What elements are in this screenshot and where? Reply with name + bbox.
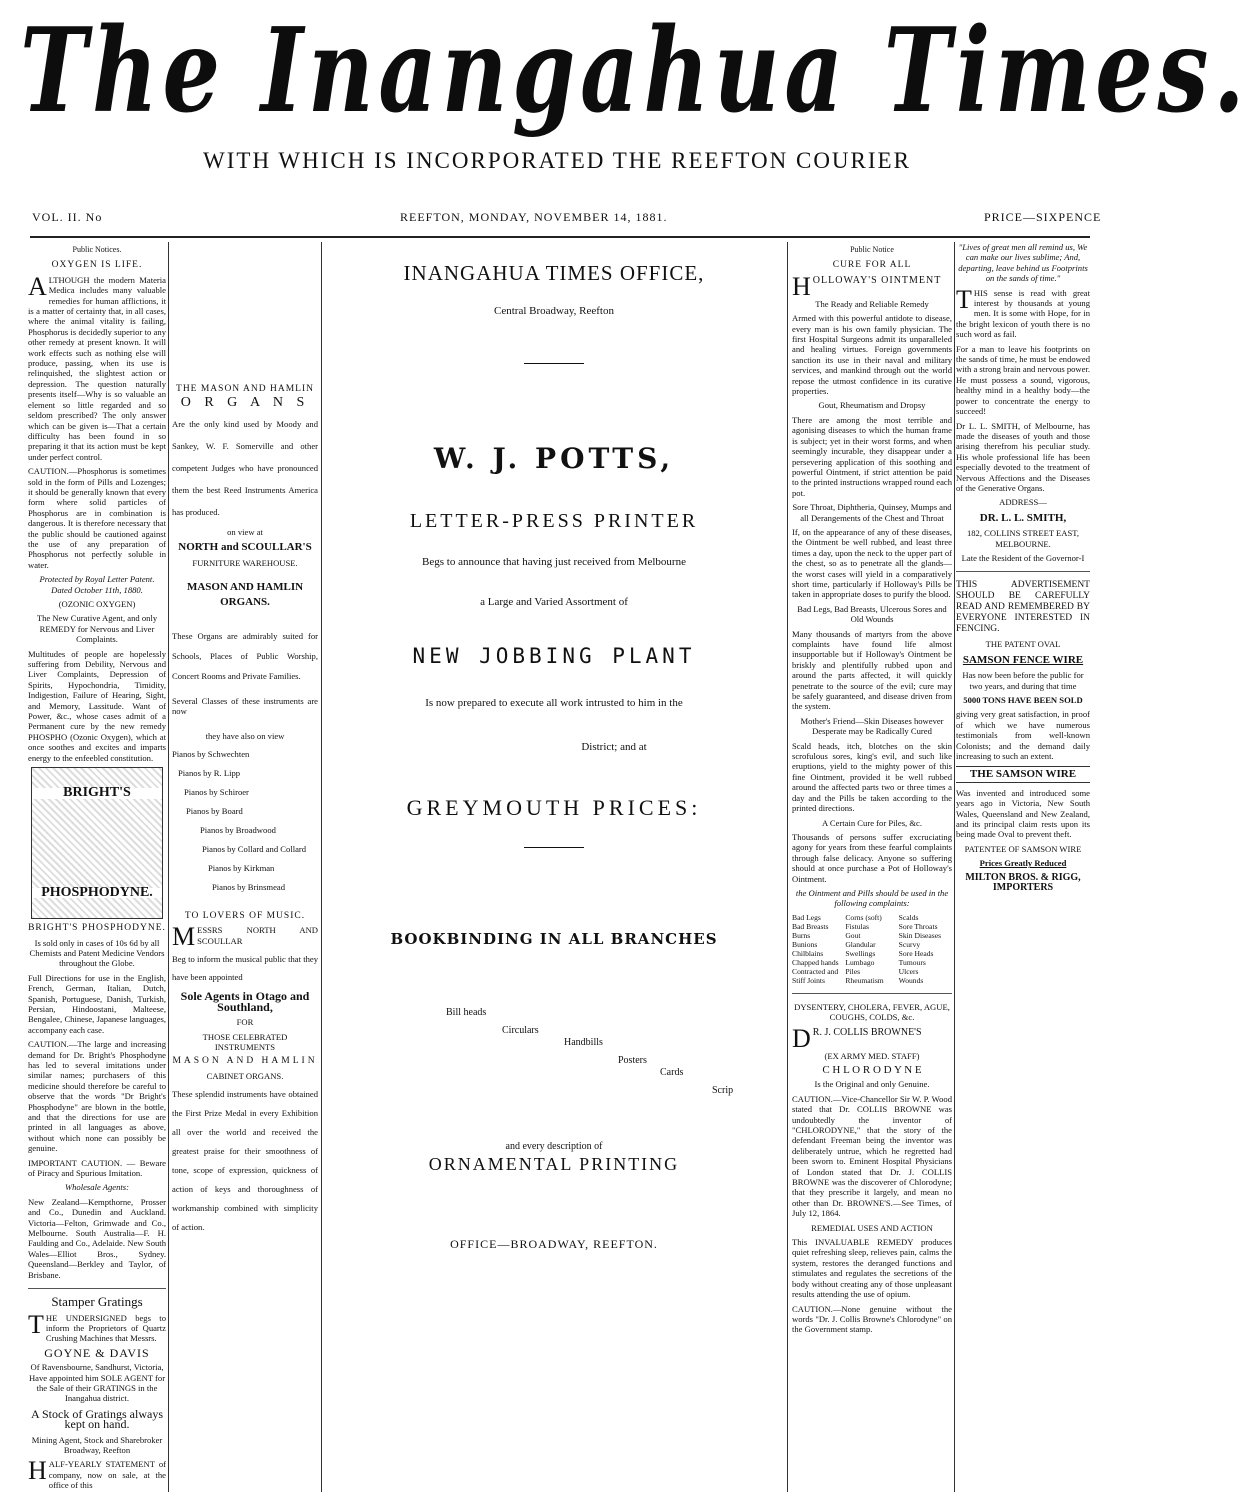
ornamental-printing: ORNAMENTAL PRINTING [428, 1153, 680, 1174]
complaints-grid [792, 913, 952, 985]
place-date: REEFTON, MONDAY, NOVEMBER 14, 1881. [400, 210, 668, 224]
cure-heading: CURE FOR ALL [832, 260, 912, 271]
scald-text: Scald heads, itch, blotches on the skin scrofulous sores, king's evil, and such like eruptions, yield to the mighty power of this fine Ointment, provided it be well rubbed around the affected parts two or three times a day and the Pills be taken according to the printed directions. [792, 740, 952, 814]
brights-heading: BRIGHT'S PHOSPHODYNE. [28, 923, 166, 934]
collis-heading [792, 1023, 952, 1053]
job-items [326, 1008, 782, 1158]
drop-cap: T [956, 284, 972, 314]
complaint-item: Rheumatism [845, 975, 884, 985]
sole-agents: Sole Agents in Otago and Southland, [180, 989, 310, 1014]
caution-text: CAUTION.—Phosphorus is sometimes sold in the form of Pills and Lozenges; it should be generally known that every form where solid particles of Phosphorus are in combination is dangerous. It is therefore necessary that the public should be cautioned against the use of any preparation of Phosphorus not perfectly soluble in water. [28, 466, 166, 570]
smith-address: 182, COLLINS STREET EAST, MELBOURNE. [966, 528, 1080, 549]
also-view-text: they have also on view [205, 730, 285, 741]
holloway-title: OLLOWAY'S OINTMENT [812, 274, 942, 286]
piano-item: Pianos by Schiroer [184, 787, 249, 798]
piano-item: Pianos by Collard and Collard [202, 844, 307, 855]
goyne-davis: GOYNE & DAVIS [44, 1345, 150, 1360]
column-rule [954, 242, 955, 1492]
drop-cap: M [172, 922, 196, 952]
mothers-heading: Mother's Friend—Skin Diseases however Desperate may be Radically Cured [800, 715, 944, 737]
complaint-item: Piles [845, 966, 861, 976]
masthead-subtitle: WITH WHICH IS INCORPORATED THE REEFTON COURIER [203, 148, 911, 173]
are-only-text: Are the only kind used by Moody and Sankey, W. F. Somerville and other competent Judges who have pronounced them the best Reed Instruments America has produced. [172, 418, 318, 517]
complaint-item: Gout [845, 930, 861, 940]
piano-item: Pianos by Brinsmead [212, 882, 286, 893]
complaint-item: Scurvy [898, 939, 921, 949]
complaint-item: Bunions [792, 939, 818, 949]
wholesale-heading: Wholesale Agents: [64, 1182, 130, 1193]
piano-item: Pianos by Board [186, 806, 243, 817]
cabinet-text: CABINET ORGANS. [206, 1070, 284, 1081]
patent-oval: THE PATENT OVAL [985, 639, 1061, 650]
smith-text: Dr L. L. SMITH, of Melbourne, has made the diseases of youth and those arising therefrom his peculiar study. His whole professional life has been especially devoted to the treatment of Nervous Affections and the Diseases of the Generative Organs. [956, 420, 1090, 493]
samson-heading: SAMSON FENCE WIRE [962, 653, 1084, 666]
caution2-text: CAUTION.—The large and increasing demand for Dr. Bright's Phosphodyne has led to several imitations under similar names; purchasers of this medicine should therefore be careful to observe that the words "Dr Bright's Phosphodyne" are blown in the bottle, and that the directions for use are printed in all languages as above, without which none can possibly be genuine. [28, 1039, 166, 1154]
lovers-heading: TO LOVERS OF MUSIC. [184, 911, 306, 922]
this-text [956, 284, 1090, 340]
complaint-item: Ulcers [898, 966, 919, 976]
splendid-text: These splendid instruments have obtained the First Prize Medal in every Exhibition all over the world and received the greatest praise for their smoothness of tone, scope of expression, quickness of action of keys and thoroughness of workmanship combined with simplicity of action. [172, 1089, 318, 1233]
drop-cap: H [28, 1456, 47, 1486]
was-text: Was invented and introduced some years ago in Victoria, New South Wales, Queensland and New Zealand, and its principal claim rests upon its being made Oval to prevent theft. [956, 787, 1090, 840]
invaluable-text: This INVALUABLE REMEDY produces quiet refreshing sleep, relieves pain, calms the system, restores the deranged functions and stimulates and regulates the secretions of the body without creating any of those unpleasant results attending the use of opium. [792, 1237, 952, 1300]
advertisement-text: THIS ADVERTISEMENT SHOULD BE CAREFULLY READ AND REMEMBERED BY EVERYONE INTERESTED IN FENCING. [956, 580, 1090, 635]
for-man-text: For a man to leave his footprints on the sands of time, he must be endowed with a strong brain and nervous power. He must possess a sound, vigorous, healthy mind in a healthy body—the power to concentrate the energy to succeed! [956, 343, 1090, 417]
samson-wire-heading: THE SAMSON WIRE [956, 766, 1090, 782]
wholesale-text: New Zealand—Kempthorne, Prosser and Co., Dunedin and Auckland. Victoria—Felton, Grimwade and Co., Melbourne. South Australia—F. H. Faulding and Co., Adelaide. New South Wales—Elliot Bros., Sydney. Queensland—Berkley and Taylor, of Brisbane. [28, 1196, 166, 1280]
column-rule [168, 242, 169, 1492]
job-item: Cards [660, 1067, 684, 1079]
important-text: IMPORTANT CAUTION. — Beware of Piracy and Spurious Imitation. [28, 1157, 166, 1179]
every-text: and every description of [505, 1141, 603, 1153]
furniture-text: FURNITURE WAREHOUSE. [192, 557, 298, 568]
section-heading: Public Notice [850, 245, 894, 254]
column-rule [787, 242, 788, 1492]
holloway-heading [792, 271, 952, 301]
complaint-item: Burns [792, 930, 811, 940]
piles-heading: A Certain Cure for Piles, &c. [821, 817, 922, 828]
half-yearly-text [28, 1456, 166, 1491]
smith-name: DR. L. L. SMITH, [979, 511, 1067, 524]
job-item: Handbills [564, 1037, 603, 1049]
goyne-sub: Of Ravensbourne, Sandhurst, Victoria, Have appointed him SOLE AGENT for the Sale of their GRATINGS in the Inangahua district. [28, 1362, 166, 1404]
job-item: Circulars [502, 1025, 539, 1037]
complaint-item: Scalds [898, 912, 919, 922]
dysentery-heading: DYSENTERY, CHOLERA, FEVER, AGUE, COUGHS, COLDS, &c. [794, 1001, 950, 1023]
armed-text: Armed with this powerful antidote to disease, every man is his own family physician. The first Hospital Surgeons admit its unparalleled and healing virtues. Foreign governments sanction its use in their naval and military services, and mankind through out the world repose the utmost confidence in its curative properties. [792, 313, 952, 397]
suited-text: These Organs are admirably suited for Schools, Places of Public Worship, Concert Rooms and Private Families. [172, 630, 318, 681]
piano-item: Pianos by Kirkman [208, 863, 275, 874]
district-text: District; and at [581, 741, 647, 754]
column-3-printer-ad [326, 242, 782, 1492]
throat-text: If, on the appearance of any of these diseases, the Ointment be well rubbed, and least three times a day, upon the neck to the upper part of the chest, so as to penetrate all the glands—the worst cases will yield in a comparatively short time, particularly if Holloway's Pills be taken in appropriate doses to purify the blood. [792, 526, 952, 600]
cut-top-label: BRIGHT'S [32, 788, 162, 798]
complaint-item: Bad Legs [792, 912, 821, 922]
classes-text: Several Classes of these instruments are now [172, 695, 318, 717]
messrs-body: ESSRS NORTH AND SCOULLAR [197, 925, 318, 946]
piles-text: Thousands of persons suffer excruciating agony for years from these fearful complaints through false delicacy. Anyone so suffering should at once purchase a Pot of Holloway's Ointment. [792, 831, 952, 884]
column-5 [956, 242, 1090, 1492]
piano-item: Pianos by Schwechten [172, 749, 250, 760]
masthead [0, 0, 1249, 140]
vice-chancellor-text: CAUTION.—Vice-Chancellor Sir W. P. Wood stated that Dr. COLLIS BROWNE was undoubtedly the inventor of "CHLORODYNE," that the story of the defendant Freeman being the inventor was deliberately untrue, which he regretted had been sworn to. Eminent Hospital Physicians of London stated that Dr. J. COLLIS BROWNE was the discoverer of Chlorodyne; that they prescribe it largely, and mean no other than Dr. BROWNE'S.—See Times, of July 12, 1864. [792, 1093, 952, 1219]
complaint-item: Contracted and [792, 966, 839, 976]
multitudes-text: Multitudes of people are hopelessly suffering from Debility, Nervous and Liver Complaints, Depression of Spirits, Hypochondria, Timidity, Indigestion, Failure of Hearing, Sight, and Memory, Lassitude. Want of Power, &c., whose cases admit of a Permanent cure by the new remedy PHOSPHO (Ozonic Oxygen), which at once soothes and excites and imparts energy to the enfeebled constitution. [28, 648, 166, 763]
complaint-item: Lumbago [845, 957, 875, 967]
half-yearly-body: ALF-YEARLY STATEMENT of company, now on sale, at the office of this [48, 1459, 166, 1491]
new-remedy-text: The New Curative Agent, and only REMEDY for Nervous and Liver Complaints. [36, 613, 158, 645]
complaint-item: Fistulas [845, 921, 869, 931]
complaint-item: Glandular [845, 939, 876, 949]
complaint-item: Wounds [898, 975, 924, 985]
office-footer: OFFICE—BROADWAY, REEFTON. [450, 1237, 658, 1252]
assortment-text: a Large and Varied Assortment of [480, 596, 628, 609]
chlorodyne-heading: C H L O R O D Y N E [822, 1063, 922, 1076]
divider [956, 571, 1090, 572]
office-address: Central Broadway, Reefton [494, 305, 614, 318]
greymouth-prices: GREYMOUTH PRICES: [406, 794, 702, 820]
top-rule [30, 236, 1090, 238]
oxygen-text: LTHOUGH the modern Materia Medica includes many valuable remedies for human afflictions, it is a matter of certainty that, in all cases, where the animal vitality is failing, Phosphorus is decidedly superior to any other remedy at present known. It will work effects such as nothing else will produce, passing, when its use is relinquished, the slightest action or depression. The question naturally presents itself—Why is so valuable an element so little regarded and so seldom prescribed? The only answer which can be given is—That a certain difficulty has been found in so preparing it that its action must be kept under perfect control. [28, 274, 166, 462]
poem-text: "Lives of great men all remind us, We can make our lives sublime; And, departing, leave behind us Footprints on the sands of time." [958, 242, 1088, 284]
complaint-item: Chapped hands [792, 957, 839, 967]
organs-heading: O R G A N S [180, 395, 310, 411]
this-body: HIS sense is read with great interest by thousands at young men. It is some with Hope, for in the bright lexicon of youth there is no such word as fail. [956, 287, 1090, 340]
pianos-list [172, 745, 318, 897]
column-rule [321, 242, 322, 1492]
complaint-item: Corns (soft) [845, 912, 882, 922]
piano-item: Pianos by R. Lipp [178, 768, 241, 779]
prepared-text: Is now prepared to execute all work intrusted to him in the [425, 696, 683, 709]
tons-text: 5000 TONS HAVE BEEN SOLD [963, 695, 1083, 705]
drop-cap: A [28, 271, 47, 301]
milton-bros: MILTON BROS. & RIGG, IMPORTERS [965, 871, 1081, 894]
complaint-item: Sore Heads [898, 948, 934, 958]
has-now-text: Has now been before the public for two years, and during that time [962, 670, 1084, 691]
divider [524, 847, 584, 848]
divider [28, 1288, 166, 1289]
spacer [172, 242, 318, 380]
drop-cap: T [28, 1309, 44, 1339]
ozonic-text: (OZONIC OXYGEN) [58, 599, 136, 609]
jobbing-plant: NEW JOBBING PLANT [412, 644, 696, 669]
phosphodyne-engraving [31, 767, 163, 919]
newspaper-title: The Inangahua Times. [20, 3, 1249, 139]
stock-heading: A Stock of Gratings always kept on hand. [31, 1406, 163, 1432]
complaint-item: Bad Breasts [792, 921, 829, 931]
gout-text: There are among the most terrible and agonising diseases to which the human frame is subject; yet in their worst forms, and when seemingly incurable, they disappear under a persevering application of this soothing and powerful Ointment, if strict attention be paid to the printed instructions wrapped round each pot. [792, 414, 952, 498]
piano-item: Pianos by Broadwood [200, 825, 276, 836]
army-text: (EX ARMY MED. STAFF) [824, 1050, 920, 1061]
dateline [0, 206, 1114, 228]
bookbinding: BOOKBINDING IN ALL BRANCHES [390, 930, 718, 949]
on-view-text: on view at [227, 526, 263, 537]
complaint-item: Swellings [845, 948, 876, 958]
price: PRICE—SIXPENCE [984, 210, 1102, 224]
volume-number: VOL. II. No [32, 210, 103, 224]
potts-name: W. J. POTTS, [433, 441, 675, 475]
job-item: Scrip [712, 1085, 734, 1097]
caution-foot-text: CAUTION.—None genuine without the words "Dr. J. Collis Browne's Chlorodyne" on the Government stamp. [792, 1303, 952, 1335]
mining-text: Mining Agent, Stock and Sharebroker Broadway, Reefton [31, 1434, 163, 1455]
complaint-item: Skin Diseases [898, 930, 942, 940]
brights-text: Is sold only in cases of 10s 6d by all Chemists and Patent Medicine Vendors throughout the Globe. [29, 937, 165, 969]
gout-heading: Gout, Rheumatism and Dropsy [818, 400, 926, 411]
office-heading: INANGAHUA TIMES OFFICE, [403, 261, 705, 285]
column-4 [792, 242, 952, 1492]
drop-cap: H [792, 271, 811, 301]
prices-reduced: Prices Greatly Reduced [979, 858, 1067, 869]
original-text: Is the Original and only Genuine. [814, 1079, 930, 1090]
collis-title: R. J. COLLIS BROWNE'S [812, 1026, 922, 1038]
complaint-item: Stiff Joints [792, 975, 825, 985]
beg-text: Beg to inform the musical public that they have been appointed [172, 954, 318, 983]
oxygen-heading: OXYGEN IS LIFE. [51, 260, 143, 271]
ready-text: The Ready and Reliable Remedy [815, 298, 929, 309]
mason-hamlin-2: MASON AND HAMLIN [186, 581, 304, 594]
legs-heading: Bad Legs, Bad Breasts, Ulcerous Sores and Old Wounds [797, 603, 947, 625]
mason-hamlin-3: MASON AND HAMLIN [172, 1056, 318, 1067]
for-text: FOR [236, 1017, 254, 1028]
drop-cap: D [792, 1023, 811, 1053]
stamper-heading: Stamper Gratings [51, 1294, 143, 1310]
complaint-item: Tumours [898, 957, 926, 967]
divider [524, 363, 584, 364]
remedial-heading: REMEDIAL USES AND ACTION [811, 1222, 933, 1233]
cut-bottom-label: PHOSPHODYNE. [32, 888, 162, 898]
protected-text: Protected by Royal Letter Patent. Dated October 11th, 1880. [39, 574, 155, 595]
job-item: Bill heads [446, 1007, 487, 1019]
begs-text: Begs to announce that having just received from Melbourne [422, 555, 686, 568]
legs-text: Many thousands of martyrs from the above complaints have found life almost insupportable but if Holloway's Ointment be briskly and plentifully rubbed upon and around the parts affected, it will quickly penetrate to the source of the evil; cure may be safely guaranteed, and disease driven from the system. [792, 628, 952, 712]
throat-heading: Sore Throat, Diphtheria, Quinsey, Mumps and all Derangements of the Chest and Throat [792, 502, 952, 523]
stamper-body: HE UNDERSIGNED begs to inform the Proprietors of Quartz Crushing Machines that Messrs. [45, 1312, 166, 1344]
complaint-item: Sore Throats [898, 921, 938, 931]
divider [792, 993, 952, 994]
mason-hamlin-heading: THE MASON AND HAMLIN [176, 384, 314, 394]
article-text [28, 271, 166, 462]
should-used-text: the Ointment and Pills should be used in the following complaints: [795, 887, 949, 909]
column-1 [28, 242, 166, 1492]
job-item: Posters [618, 1055, 647, 1067]
late-text: Late the Resident of the Governor-I [961, 552, 1085, 563]
giving-text: giving very great satisfaction, in proof of which we have numerous testimonials from well-known Colonists; and the demand daily increasing to such an extent. [956, 709, 1090, 762]
patentee-text: PATENTEE OF SAMSON WIRE [964, 843, 1082, 854]
organs-2: ORGANS. [220, 596, 270, 609]
celebrated-text: THOSE CELEBRATED INSTRUMENTS [202, 1031, 288, 1052]
section-heading: Public Notices. [72, 245, 122, 254]
north-scoullar: NORTH and SCOULLAR'S [178, 541, 312, 554]
directions-text: Full Directions for use in the English, French, German, Italian, Dutch, Spanish, Portuguese, Danish, Turkish, Persian, Hindoostani, Malteese, Bengalee, Chinese, Japanese languages, accompany each case. [28, 972, 166, 1035]
column-2 [172, 242, 318, 1492]
stamper-text [28, 1309, 166, 1344]
address-heading: ADDRESS— [999, 497, 1047, 508]
letter-press: LETTER-PRESS PRINTER [409, 510, 699, 533]
complaint-item: Chilblains [792, 948, 824, 958]
messrs-text [172, 922, 318, 952]
